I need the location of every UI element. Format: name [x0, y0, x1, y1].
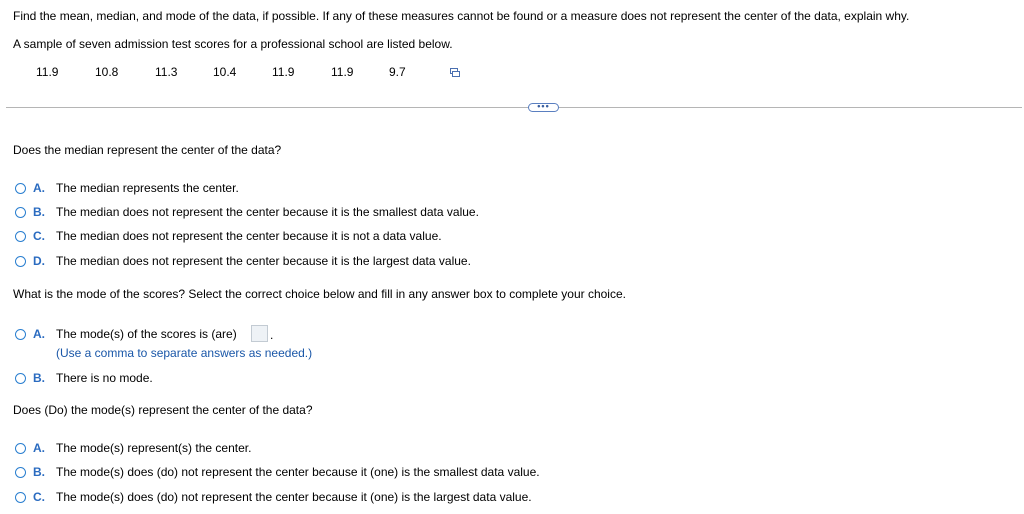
- median-choice-b[interactable]: [15, 204, 479, 220]
- choice-letter: B.: [33, 205, 45, 219]
- choice-text: There is no mode.: [56, 371, 153, 385]
- section-divider: [6, 107, 1022, 108]
- radio-button[interactable]: [15, 467, 26, 478]
- choice-text: The mode(s) does (do) not represent the center because it (one) is the smallest data value.: [56, 465, 540, 479]
- choice-letter: D.: [33, 254, 45, 268]
- median-choice-c[interactable]: [15, 228, 442, 244]
- choice-text: The median does not represent the center because it is the smallest data value.: [56, 205, 479, 219]
- choice-letter: A.: [33, 327, 45, 341]
- choice-letter: C.: [33, 229, 45, 243]
- radio-button[interactable]: [15, 373, 26, 384]
- radio-button[interactable]: [15, 256, 26, 267]
- mode-center-question: Does (Do) the mode(s) represent the center of the data?: [13, 403, 313, 417]
- score-value: 11.9: [272, 65, 295, 79]
- score-value: 10.8: [95, 65, 119, 79]
- expand-more-button[interactable]: •••: [528, 103, 559, 112]
- choice-text: The median does not represent the center because it is not a data value.: [56, 229, 442, 243]
- median-choice-d[interactable]: [15, 253, 471, 269]
- radio-button[interactable]: [15, 183, 26, 194]
- answer-period: .: [270, 328, 274, 342]
- radio-button[interactable]: [15, 443, 26, 454]
- choice-letter: B.: [33, 465, 45, 479]
- choice-letter: A.: [33, 441, 45, 455]
- mode-center-choice-a[interactable]: [15, 440, 251, 456]
- radio-button[interactable]: [15, 329, 26, 340]
- score-value: 11.9: [331, 65, 354, 79]
- median-choice-a[interactable]: [15, 180, 239, 196]
- mode-choice-a[interactable]: [15, 326, 237, 342]
- radio-button[interactable]: [15, 231, 26, 242]
- instructions-text: Find the mean, median, and mode of the data, if possible. If any of these measures cannot be found or a measure does not represent the center of the data, explain why.: [13, 9, 910, 23]
- mode-center-choice-c[interactable]: [15, 489, 532, 505]
- choice-letter: B.: [33, 371, 45, 385]
- score-value: 11.3: [155, 65, 178, 79]
- radio-button[interactable]: [15, 492, 26, 503]
- score-value: 10.4: [213, 65, 237, 79]
- choice-text: The mode(s) does (do) not represent the center because it (one) is the largest data value.: [56, 490, 532, 504]
- mode-answer-hint: (Use a comma to separate answers as needed.): [56, 346, 313, 360]
- copy-data-icon[interactable]: [450, 68, 460, 78]
- choice-text: The mode(s) of the scores is (are): [56, 327, 237, 341]
- mode-question: What is the mode of the scores? Select the correct choice below and fill in any answer box to complete your choice.: [13, 287, 626, 301]
- score-value: 9.7: [389, 65, 406, 79]
- choice-text: The median represents the center.: [56, 181, 239, 195]
- choice-letter: C.: [33, 490, 45, 504]
- sample-description: A sample of seven admission test scores for a professional school are listed below.: [13, 37, 453, 51]
- mode-center-choice-b[interactable]: [15, 464, 540, 480]
- mode-choice-b[interactable]: [15, 370, 153, 386]
- score-value: 11.9: [36, 65, 59, 79]
- median-question: Does the median represent the center of the data?: [13, 143, 282, 157]
- radio-button[interactable]: [15, 207, 26, 218]
- choice-text: The mode(s) represent(s) the center.: [56, 441, 252, 455]
- choice-letter: A.: [33, 181, 45, 195]
- mode-answer-input[interactable]: [251, 325, 268, 342]
- choice-text: The median does not represent the center because it is the largest data value.: [56, 254, 471, 268]
